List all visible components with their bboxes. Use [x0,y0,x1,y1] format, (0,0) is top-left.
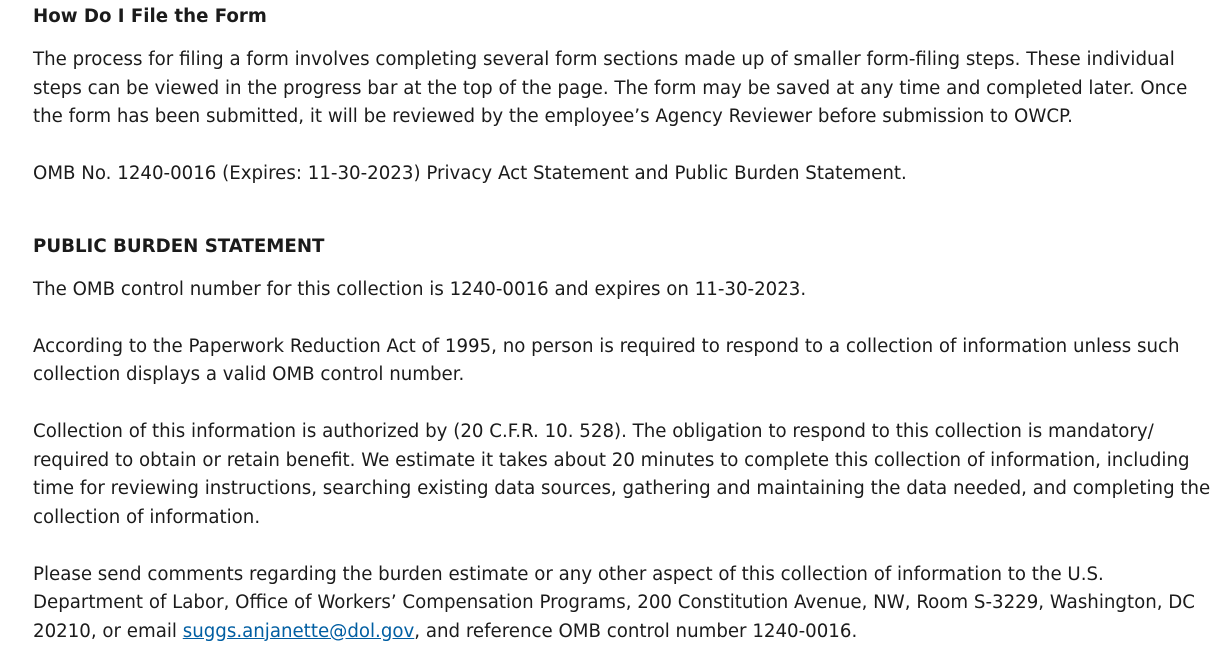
spacer [33,132,1213,161]
form-info-content [33,3,1213,646]
comments-text-after: , and reference OMB control number 1240-0016. [414,620,858,642]
spacer [33,261,1213,276]
comments-text-before: Please send comments regarding the burden estimate or any other aspect of this collection of information to the U.S. Department of Labor, Office of Workers’ Compensation Programs, 200 Constitution Avenue, NW, Room S-3229, Washington, DC 20210, or email [33,563,1195,642]
spacer [33,304,1213,333]
omb-control-number-paragraph: The OMB control number for this collection is 1240-0016 and expires on 11-30-2023. [33,278,807,300]
comments-paragraph [33,561,1213,647]
how-to-file-section [33,3,1213,189]
paperwork-reduction-paragraph: According to the Paperwork Reduction Act of 1995, no person is required to respond to a collection of information unless such collection displays a valid OMB control number. [33,335,1180,385]
spacer [33,189,1213,233]
public-burden-heading: PUBLIC BURDEN STATEMENT [33,235,325,257]
how-to-file-paragraph: The process for filing a form involves completing several form sections made up of smaller form-filing steps. These individual steps can be viewed in the progress bar at the top of the page. The form may be saved at any time and completed later. Once the form has been submitted, it will be reviewed by the employee’s Agency Reviewer before submission to OWCP. [33,49,1188,127]
authorization-paragraph: Collection of this information is authorized by (20 C.F.R. 10. 528). The obligation to respond to this collection is mandatory/ required to obtain or retain benefit. We estimate it takes about 20 minutes to complete this collection of information, including time for reviewing instructions, searching existing data sources, gathering and maintaining the data needed, and completing the collection of information. [33,421,1211,528]
email-link[interactable]: suggs.anjanette@dol.gov [182,620,415,642]
spacer [33,532,1213,561]
how-to-file-heading: How Do I File the Form [33,6,267,27]
spacer [33,31,1213,46]
public-burden-section [33,233,1213,647]
omb-statement-line: OMB No. 1240-0016 (Expires: 11-30-2023) Privacy Act Statement and Public Burden Statement. [33,163,907,184]
spacer [33,390,1213,419]
